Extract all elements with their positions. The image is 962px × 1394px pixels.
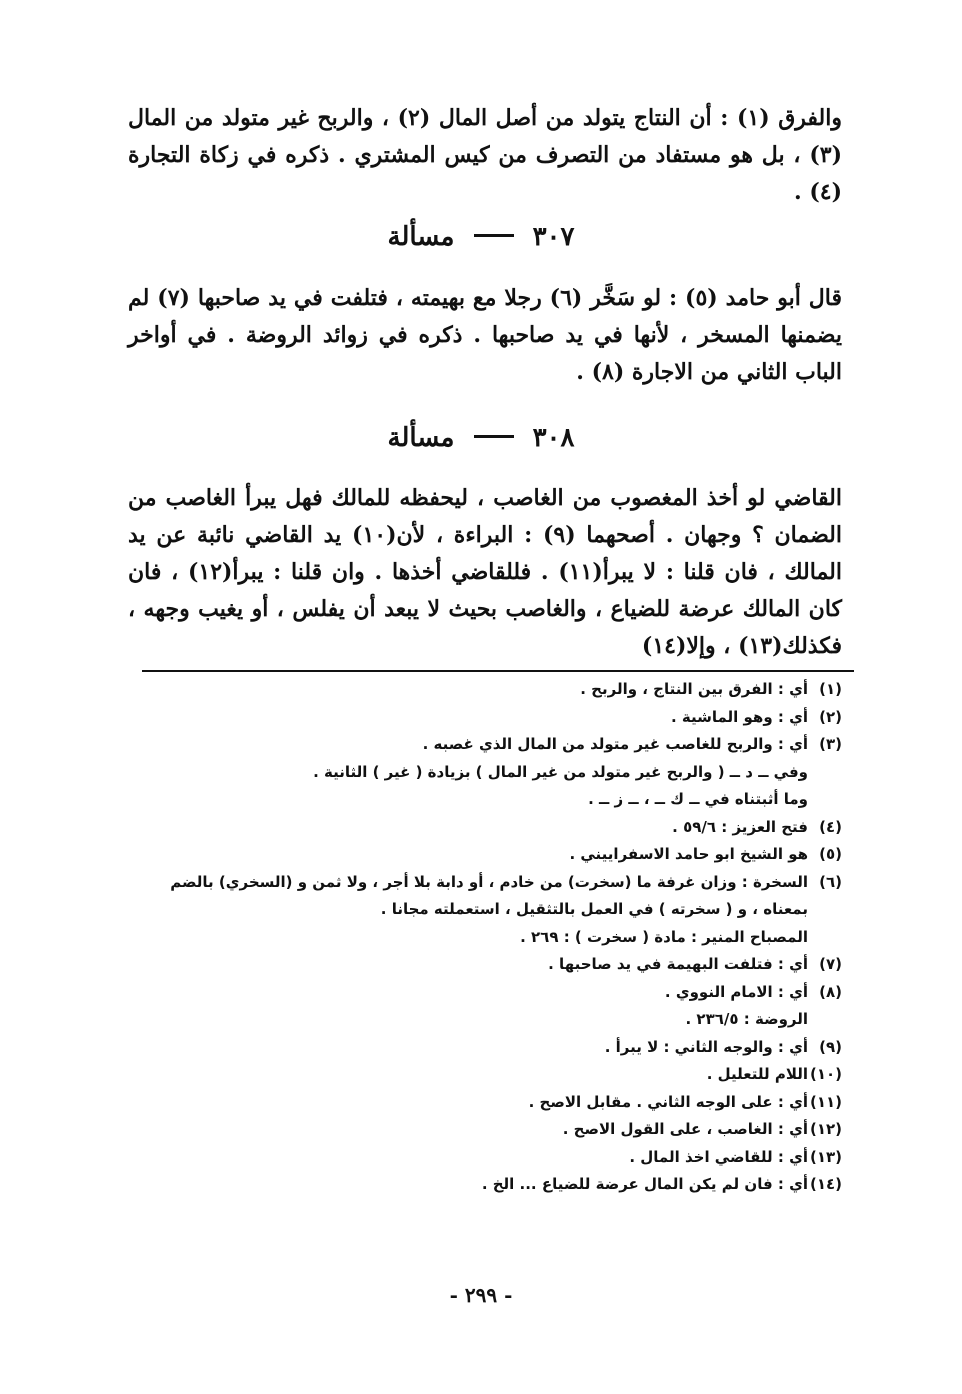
footnote: (٩)أي : والوجه الثاني : لا يبرأ . — [604, 1037, 842, 1056]
footnote: (٢)أي : وهو الماشية . — [670, 707, 842, 726]
footnote: (١١)أي : على الوجه الثاني . مقابل الاصح . — [528, 1092, 842, 1111]
footnote: (١٠)اللام للتعليل . — [706, 1065, 842, 1083]
footnote: (٥)هو الشيخ ابو حامد الاسفراييني . — [569, 845, 842, 863]
footnote: (١٢)أي : الغاصب ، على القول الاصح . — [562, 1120, 842, 1138]
paragraph-308: القاضي لو أخذ المغصوب من الغاصب ، ليحفظه للمالك فهل يبرأ الغاصب من الضمان ؟ وجهان . أصحهما (٩) : البراءة ، لأن(١٠) يد القاضي نائبة عن يد المالك ، فان قلنا : لا يبرأ(١١) . فللقاضي أخذها . وان قلنا : يبرأ(١٢) ، فان كان المالك عرضة للضياع ، والغاصب بحيث لا يبعد أن يفلس ، أو يغيب وجهه ، فكذلك(١٣) ، وإلا(١٤) — [128, 485, 842, 659]
heading-307-word: مسألة — [387, 222, 455, 252]
footnote: (١٤)أي : فان لم يكن المال عرضة للضياع ... الخ . — [481, 1175, 842, 1193]
footnote: (٦)السخرة : وزان غرفة ما (سخرت) من خادم ، أو دابة بلا أجر ، ولا ثمن و (السخري) بالضم — [170, 872, 842, 891]
footnote: (٤)فتح العزيز : ٥٩/٦ . — [672, 817, 842, 836]
footnote-continuation: المصباح المنير : مادة ( سخرت ) : ٢٦٩ . — [520, 927, 808, 946]
paragraph-difference: والفرق (١) : أن النتاج يتولد من أصل المال (٢) ، والربح غير متولد من المال (٣) ، بل هو مستفاد من التصرف من كيس المشتري . ذكره في زكاة التجارة (٤) . — [128, 105, 842, 205]
footnotes — [130, 676, 842, 1199]
heading-308-word: مسألة — [387, 423, 455, 453]
heading-307-number: ٣٠٧ — [532, 222, 575, 252]
page-number: - ٢٩٩ - — [449, 1283, 513, 1307]
footnote: (١)أي : الفرق بين النتاج ، والربح . — [580, 680, 842, 698]
heading-308 — [0, 423, 962, 453]
footnote-continuation: الروضة : ٢٣٦/٥ . — [685, 1010, 808, 1028]
footnote: (٧)أي : فتلفت البهيمة في يد صاحبها . — [548, 955, 842, 973]
footnote-continuation: وفي ــ د ــ ( والربح غير متولد من غير المال ) بزيادة ( غير ) الثانية . — [313, 762, 808, 781]
paragraph-307: قال أبو حامد (٥) : لو سَخَّر (٦) رجلا مع بهيمته ، فتلفت في يد صاحبها (٧) لم يضمنها المسخر ، لأنها في يد صاحبها . ذكره في زوائد الروضة . في أواخر الباب الثاني من الاجارة (٨) . — [128, 285, 842, 385]
heading-307 — [0, 222, 962, 252]
heading-dash — [474, 234, 514, 237]
heading-dash — [474, 435, 514, 438]
footnote: (٣)أي : والربح للغاصب غير متولد من المال الذي غصبه . — [422, 735, 842, 753]
footnote: (٨)أي : الامام النووي . — [664, 982, 842, 1001]
footnote-continuation: وما أثبتناه في ــ ك ــ ، ــ ز ــ . — [588, 790, 808, 808]
heading-308-number: ٣٠٨ — [532, 423, 575, 453]
footnote: (١٣)أي : للقاضي اخذ المال . — [629, 1147, 842, 1166]
footnote-separator — [142, 670, 854, 672]
footnote-continuation: بمعناه ، و ( سخرته ) في العمل بالتثقيل ، استعملته مجانا . — [380, 900, 808, 918]
